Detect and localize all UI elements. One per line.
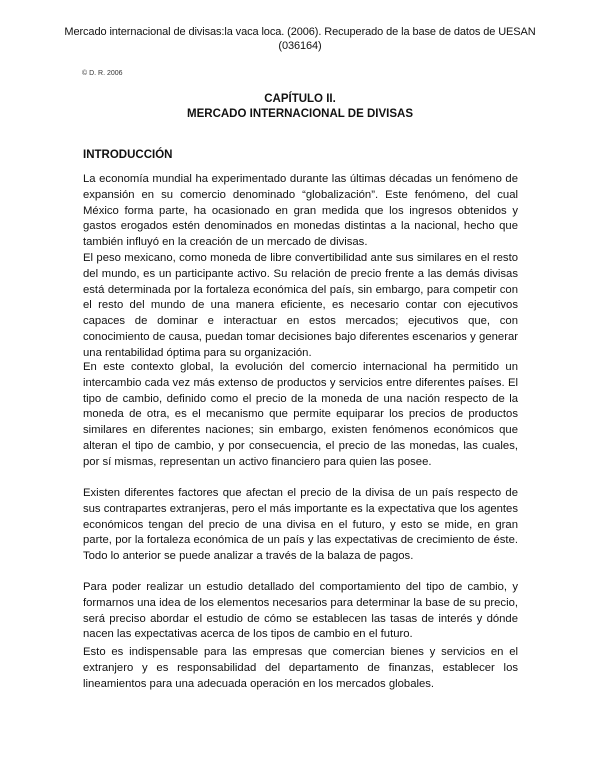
paragraph-4: Existen diferentes factores que afectan el precio de la divisa de un país respecto de sus contrapartes extranjeras, pero el más importante es la expectativa que los agentes económicos tengan del precio de una divisa en el futuro, y esto se mide, en gran parte, por la fortaleza económica de un país y las expectativas de crecimiento de éste. Todo lo anterior se puede analizar a través de la balaza de pagos.: [83, 487, 518, 563]
paragraph-5: Para poder realizar un estudio detallado del comportamiento del tipo de cambio, y formarnos una idea de los elementos necesarios para determinar la base de su precio, será preciso abordar el estudio de cómo se establecen las tasas de interés y dónde nacen las expectativas acerca de los tipos de cambio en el futuro.: [83, 581, 518, 641]
source-citation-line-2: (036164): [278, 40, 322, 52]
paragraph-6: Esto es indispensable para las empresas que comercian bienes y servicios en el extranjero y es responsabilidad del departamento de finanzas, establecer los lineamientos para una adecuada operación en los mercados globales.: [83, 646, 518, 690]
source-citation-header: [40, 25, 560, 53]
paragraph-3: En este contexto global, la evolución del comercio internacional ha permitido un intercambio cada vez más extenso de productos y servicios entre diferentes países. El tipo de cambio, definido como el precio de la moneda de una nación respecto de la moneda de otra, es el mecanismo que permite equiparar los precios de productos similares en diferentes naciones; sin embargo, existen fenómenos económicos que alteran el tipo de cambio, y por consecuencia, el precio de las monedas, las cuales, por sí mismas, representan un activo financiero para quien las posee.: [83, 361, 518, 468]
paragraph-1: La economía mundial ha experimentado durante las últimas décadas un fenómeno de expansión en su comercio denominado “globalización”. Este fenómeno, del cual México forma parte, ha ocasionado en gran medida que los ingresos obtenidos y gastos erogados estén denominados en monedas distintas a la nacional, hecho que también influyó en la creación de un mercado de divisas.: [83, 173, 518, 249]
chapter-heading: [0, 92, 600, 122]
copyright-notice: © D. R. 2006: [82, 70, 123, 77]
chapter-title: MERCADO INTERNACIONAL DE DIVISAS: [187, 108, 413, 120]
source-citation-line-1: Mercado internacional de divisas:la vaca loca. (2006). Recuperado de la base de datos de UESAN: [64, 26, 536, 38]
chapter-number: CAPÍTULO II.: [264, 93, 336, 105]
paragraph-2: El peso mexicano, como moneda de libre convertibilidad ante sus similares en el resto del mundo, es un participante activo. Su relación de precio frente a las demás divisas está determinada por la fortaleza económica del país, sin embargo, para competir con el resto del mundo de una manera eficiente, es necesario contar con ejecutivos capaces de dominar e interactuar en estos mercados; ejecutivos que, con conocimiento de causa, puedan tomar decisiones bajo diferentes escenarios y generar una rentabilidad óptima para su organización.: [83, 252, 518, 359]
section-title: INTRODUCCIÓN: [83, 149, 173, 161]
